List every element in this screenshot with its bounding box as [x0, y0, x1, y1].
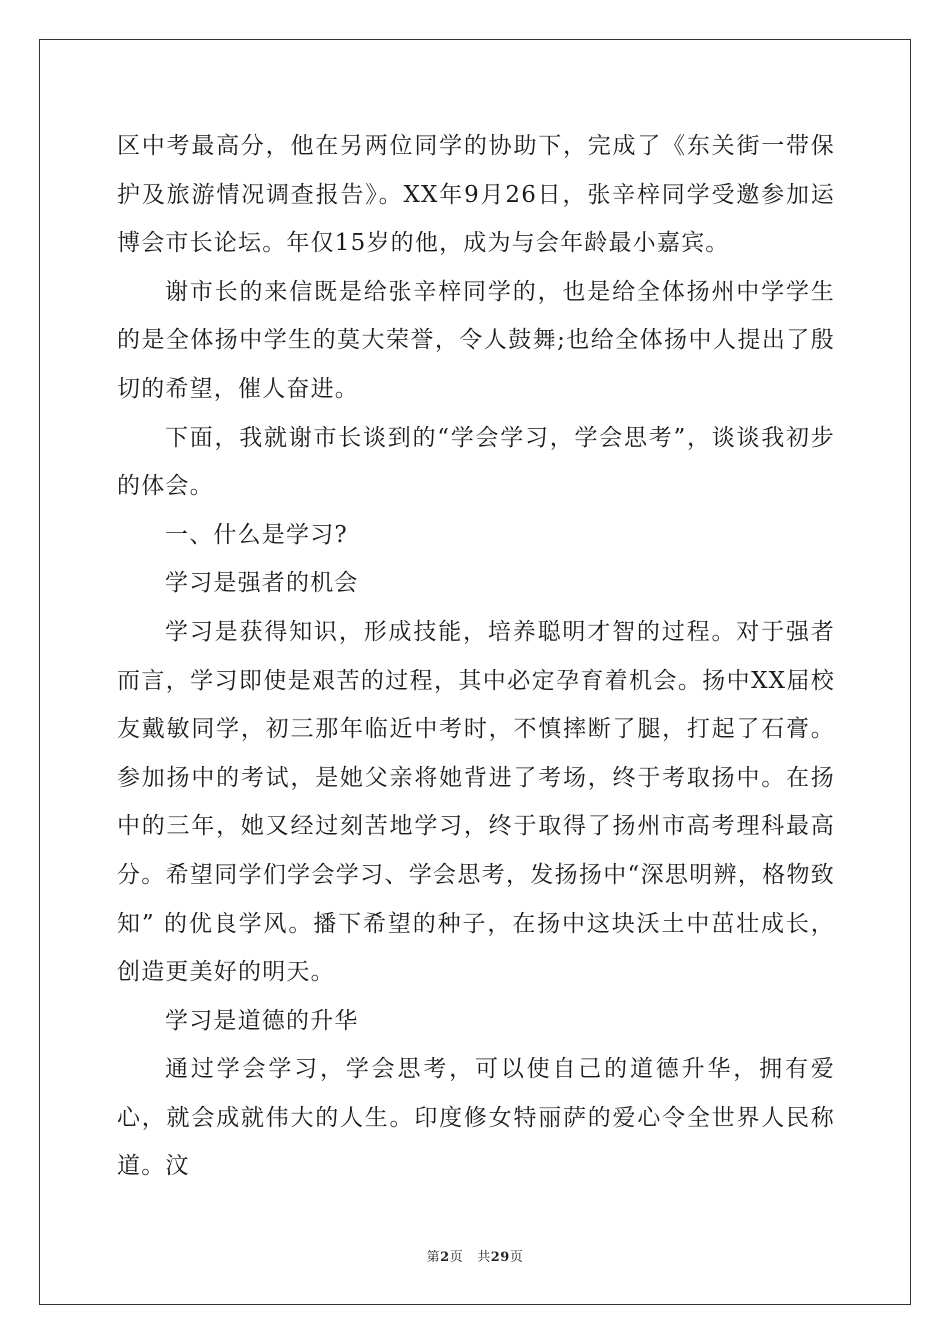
paragraph: 谢市长的来信既是给张辛梓同学的，也是给全体扬州中学学生的是全体扬中学生的莫大荣誉，令人鼓舞;也给全体扬中人提出了殷切的希望，催人奋进。 [117, 278, 835, 402]
page-number [427, 1250, 464, 1265]
paragraph: 区中考最高分，他在另两位同学的协助下，完成了《东关街一带保护及旅游情况调查报告》。XX年9月26日，张辛梓同学受邀参加运博会市长论坛。年仅15岁的他，成为与会年龄最小嘉宾。 [117, 133, 835, 257]
page-total [477, 1250, 523, 1265]
total-suffix: 页 [509, 1250, 524, 1265]
document-body [117, 122, 835, 1191]
page-prefix: 第 [426, 1250, 441, 1265]
paragraph: 学习是获得知识，形成技能，培养聪明才智的过程。对于强者而言，学习即使是艰苦的过程，其中必定孕育着机会。扬中XX届校友戴敏同学，初三那年临近中考时，不慎摔断了腿，打起了石膏。参加扬中的考试，是她父亲将她背进了考场，终于考取扬中。在扬中的三年，她又经过刻苦地学习，终于取得了扬州市高考理科最高分。希望同学们学会学习、学会思考，发扬扬中“深思明辨，格物致知” 的优良学风。播下希望的种子，在扬中这块沃土中茁壮成长，创造更美好的明天。 [117, 618, 835, 986]
page-suffix: 页 [449, 1250, 464, 1265]
page-footer [0, 1246, 950, 1265]
total-prefix: 共 [477, 1250, 491, 1265]
subsection-heading: 学习是强者的机会 [165, 570, 359, 597]
current-page: 2 [440, 1250, 450, 1265]
paragraph: 通过学会学习，学会思考，可以使自己的道德升华，拥有爱心，就会成就伟大的人生。印度修女特丽萨的爱心令全世界人民称道。汶 [117, 1056, 835, 1180]
subsection-heading: 学习是道德的升华 [165, 1007, 359, 1034]
total-pages: 29 [490, 1250, 510, 1265]
paragraph: 下面，我就谢市长谈到的“学会学习，学会思考”，谈谈我初步的体会。 [117, 424, 835, 500]
section-heading: 一、什么是学习? [165, 521, 348, 548]
